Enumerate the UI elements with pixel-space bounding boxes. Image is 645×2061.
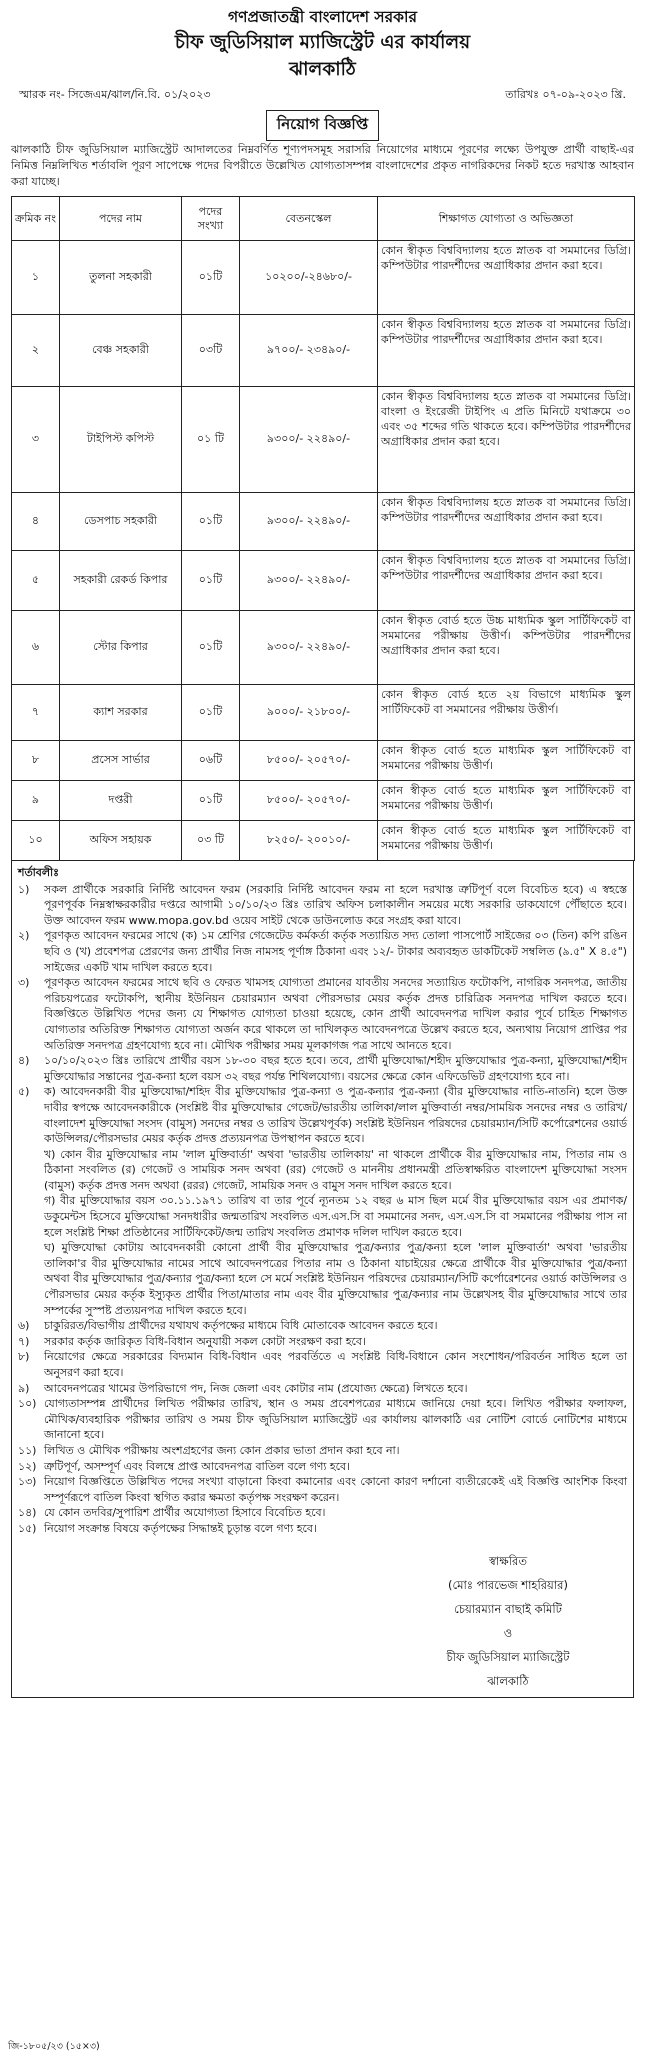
term-number xyxy=(18,1240,44,1318)
row-qualification: কোন স্বীকৃত বোর্ড হতে মাধ্যমিক স্কুল সার্টিফিকেট বা সমমানের পরীক্ষায় উত্তীর্ণ। xyxy=(378,821,635,861)
row-scale: ৯৩০০/- ২২৪৯০/- xyxy=(240,493,378,551)
row-post: টাইপিস্ট কপিস্ট xyxy=(60,387,182,493)
row-serial: ২ xyxy=(12,315,60,387)
row-post: ডেসপাচ সহকারী xyxy=(60,493,182,551)
row-post: সহকারী রেকর্ড কিপার xyxy=(60,551,182,611)
term-item xyxy=(18,1521,627,1537)
term-number xyxy=(18,1147,44,1194)
signatory-name: (মোঃ পারভেজ শাহরিয়ার) xyxy=(448,1577,568,1592)
recruitment-notice-page xyxy=(0,6,645,2061)
signature-block xyxy=(408,1549,608,1693)
term-text: সরকার কর্তৃক জারিকৃত বিধি-বিধান অনুযায়ী সকল কোটা সংরক্ষণ করা হবে। xyxy=(44,1334,366,1348)
term-number: ৩) xyxy=(18,976,30,990)
row-serial: ৭ xyxy=(12,685,60,741)
notice-title-wrap xyxy=(11,110,634,138)
row-serial: ৬ xyxy=(12,611,60,685)
term-number: ২) xyxy=(18,929,30,943)
row-scale: ৯৩০০/- ২২৪৯০/- xyxy=(240,387,378,493)
term-number: ৮) xyxy=(18,1350,30,1364)
row-count: ০১টি xyxy=(182,611,240,685)
term-text: আবেদনপত্রের খামের উপরিভাগে পদ, নিজ জেলা এবং কোটার নাম (প্রযোজ্য ক্ষেত্রে) লিখতে হবে। xyxy=(44,1381,468,1395)
term-item xyxy=(18,1147,627,1194)
row-serial: ১ xyxy=(12,241,60,315)
terms-section xyxy=(11,861,634,1698)
vacancy-table xyxy=(11,196,635,861)
table-row xyxy=(12,387,635,493)
term-item xyxy=(18,1334,627,1350)
term-item xyxy=(18,1318,627,1334)
term-item xyxy=(18,1474,627,1505)
term-text: চাকুরিরত/বিভাগীয় প্রার্থীদের যথাযথ কর্তৃপক্ষের মাধ্যমে বিধি মোতাবেক আবেদন করতে হবে। xyxy=(44,1319,438,1333)
row-serial: ৯ xyxy=(12,781,60,821)
row-scale: ১০২০০/-২৪৬৮০/- xyxy=(240,241,378,315)
term-text: সকল প্রার্থীকে সরকারি নির্দিষ্ট আবেদন ফরম (সরকারি নির্দিষ্ট আবেদন ফরম না হলে দরখাস্ত ত্রুটিপূর্ণ বলে বিবেচিত হবে) এ স্বহস্তে পূরণপূর্বক নিম্নস্বাক্ষরকারীর দপ্তরে আগামী ১০/১০/২৩ খ্রিঃ তারিখ অফিস চলাকালীন সময়ের মধ্যে সরকারি ডাকযোগে পৌঁছাতে হবে। উক্ত আবেদন ফরম www.mopa.gov.bd ওয়েব সাইট থেকে ডাউনলোড করে সংগ্রহ করা যাবে। xyxy=(44,882,627,927)
term-text: পূরণকৃত আবেদন ফরমের সাথে (ক) ১ম শ্রেণির গেজেটেড কর্মকর্তা কর্তৃক সত্যায়িত সদ্য তোলা পাসপোর্ট সাইজের ০৩ (তিন) কপি রঙিন ছবি ও (খ) প্রবেশপত্র প্রেরণের জন্য প্রার্থীর নিজ নামসহ পূর্ণাঙ্গ ঠিকানা এবং ১২/- টাকার অব্যবহৃত ডাকটিকেট সম্বলিত (৯.৫" X ৪.৫") সাইজের একটি খাম দাখিল করতে হবে। xyxy=(44,929,627,974)
signatory-place: ঝালকাঠি xyxy=(487,1673,529,1688)
header-qualification: শিক্ষাগত যোগ্যতা ও অভিজ্ঞতা xyxy=(378,197,635,241)
term-number xyxy=(18,1193,44,1240)
term-number: ৭) xyxy=(18,1334,30,1348)
term-number: ৫) xyxy=(18,1085,30,1099)
row-count: ০১টি xyxy=(182,781,240,821)
row-scale: ৮২৫০/- ২০০১০/- xyxy=(240,821,378,861)
row-serial: ৮ xyxy=(12,741,60,781)
term-number: ৪) xyxy=(18,1054,30,1068)
term-text: ঘ) মুক্তিযোদ্ধা কোটায় আবেদনকারী কোনো প্রার্থী বীর মুক্তিযোদ্ধার পুত্র/কন্যার পুত্র/কন্যা হলে 'লাল মুক্তিবার্তা' অথবা 'ভারতীয় তালিকা'র বীর মুক্তিযোদ্ধার নামের সাথে আবেদনপত্রের পিতার নাম ও ঠিকানা যাচাইয়ের ক্ষেত্রে প্রার্থীকে বীর মুক্তিযোদ্ধার পুত্র/কন্যা অথবা বীর মুক্তিযোদ্ধার পুত্র/কন্যার পুত্র/কন্যা হলে সে মর্মে সংশ্লিষ্ট ইউনিয়ন পরিষদের চেয়ারম্যান/সিটি কর্পোরেশনের ওয়ার্ড কাউন্সিলর ও পৌরসভার মেয়র কর্তৃক ইস্যুকৃত প্রার্থীর পিতা/মাতার নাম এবং বীর মুক্তিযোদ্ধার পুত্র/কন্যার নাম উল্লেখসহ বীর মুক্তিযোদ্ধার সাথে তার সম্পর্কের সুস্পষ্ট প্রত্যয়নপত্র দাখিল করতে হবে। xyxy=(44,1241,627,1317)
row-count: ০৬টি xyxy=(182,741,240,781)
term-text: ১০/১০/২০২৩ খ্রিঃ তারিখে প্রার্থীর বয়স ১৮-৩০ বছর হতে হবে। তবে, প্রার্থী মুক্তিযোদ্ধা/শহীদ মুক্তিযোদ্ধার পুত্র-কন্যা, মুক্তিযোদ্ধা/শহীদ মুক্তিযোদ্ধার সন্তানের পুত্র-কন্যা হলে বয়স ৩২ বছর পর্যন্ত শিথিলযোগ্য। বয়সের ক্ষেত্রে কোন এফিডেভিট গ্রহণযোগ্য হবে না। xyxy=(44,1054,627,1083)
row-qualification: কোন স্বীকৃত বোর্ড হতে মাধ্যমিক স্কুল সার্টিফিকেট বা সমমানের পরীক্ষায় উত্তীর্ণ। xyxy=(378,741,635,781)
term-item xyxy=(18,1505,627,1521)
term-number: ৯) xyxy=(18,1381,30,1395)
term-number: ১৪) xyxy=(18,1506,37,1520)
signed-label: স্বাক্ষরিত xyxy=(489,1553,527,1568)
signature-and: ও xyxy=(503,1625,513,1640)
table-row xyxy=(12,241,635,315)
table-row xyxy=(12,821,635,861)
term-item xyxy=(18,1193,627,1240)
term-item xyxy=(18,1349,627,1380)
row-post: বেঞ্চ সহকারী xyxy=(60,315,182,387)
row-qualification: কোন স্বীকৃত বিশ্ববিদ্যালয় হতে স্নাতক বা সমমানের ডিগ্রি। কম্পিউটার পারদর্শীদের অগ্রাধিকার প্রদান করা হবে। xyxy=(378,493,635,551)
table-row xyxy=(12,315,635,387)
row-post: তুলনা সহকারী xyxy=(60,241,182,315)
row-qualification: কোন স্বীকৃত বিশ্ববিদ্যালয় হতে স্নাতক বা সমমানের ডিগ্রি। বাংলা ও ইংরেজী টাইপিং এ প্রতি মিনিটে যথাক্রমে ৩০ এবং ৩৫ শব্দের গতি থাকতে হবে। কম্পিউটার পারদর্শীদের অগ্রাধিকার প্রদান করা হবে। xyxy=(378,387,635,493)
term-text: নিয়োগের ক্ষেত্রে সরকারের বিদ্যমান বিধি-বিধান এবং পরবর্তিতে এ সংশ্লিষ্ট বিধি-বিধানে কোন সংশোধন/পরিবর্তন সাধিত হলে তা অনুসরণ করা হবে। xyxy=(44,1350,627,1379)
signatory-role: চেয়ারম্যান বাছাই কমিটি xyxy=(454,1601,562,1616)
row-count: ০১টি xyxy=(182,241,240,315)
table-row xyxy=(12,551,635,611)
term-text: লিখিত ও মৌখিক পরীক্ষায় অংশগ্রহণের জন্য কোন প্রকার ভাতা প্রদান করা হবে না। xyxy=(44,1443,400,1457)
row-scale: ৯৭০০/- ২৩৪৯০/- xyxy=(240,315,378,387)
row-post: স্টোর কিপার xyxy=(60,611,182,685)
row-count: ০৩টি xyxy=(182,315,240,387)
row-qualification: কোন স্বীকৃত বোর্ড হতে ২য় বিভাগে মাধ্যমিক স্কুল সার্টিফিকেট বা সমমানের পরীক্ষায় উত্তীর্ণ। xyxy=(378,685,635,741)
term-number: ১২) xyxy=(18,1459,37,1473)
intro-paragraph: ঝালকাঠি চীফ জুডিসিয়াল ম্যাজিস্ট্রেট আদালতের নিম্নবর্ণিত শূণ্যপদসমূহ সরাসরি নিয়োগের মাধ্যমে পূরণের লক্ষ্যে উপযুক্ত প্রার্থী বাছাই-এর নিমিত্ত নিম্নলিখিত শর্তাবলি পূরণ সাপেক্ষে পদের বিপরীতে উল্লেখিত যোগ্যতাসম্পন্ন বাংলাদেশের প্রকৃত নাগরিকদের নিকট হতে দরখাস্ত আহবান করা যাচ্ছে। xyxy=(11,143,634,188)
term-item xyxy=(18,928,627,975)
header-post: পদের নাম xyxy=(60,197,182,241)
office-heading: চীফ জুডিসিয়াল ম্যাজিস্ট্রেট এর কার্যালয় xyxy=(174,32,471,53)
row-serial: ৫ xyxy=(12,551,60,611)
footer-code: জি-১৮০৫/২৩ (১৫×৩) xyxy=(8,2041,100,2052)
row-qualification: কোন স্বীকৃত বোর্ড হতে উচ্চ মাধ্যমিক স্কুল সার্টিফিকেট বা সমমানের পরীক্ষায় উত্তীর্ণ। কম্পিউটার পারদর্শীদের অগ্রাধিকার প্রদান করা হবে। xyxy=(378,611,635,685)
row-scale: ৯৩০০/- ২২৪৯০/- xyxy=(240,611,378,685)
notice-title: নিয়োগ বিজ্ঞপ্তি xyxy=(266,110,379,141)
term-item xyxy=(18,1381,627,1397)
row-count: ০১টি xyxy=(182,493,240,551)
term-item xyxy=(18,1396,627,1443)
row-serial: ৩ xyxy=(12,387,60,493)
header-serial: ক্রমিক নং xyxy=(12,197,60,241)
table-header-row xyxy=(12,197,635,241)
term-text: নিয়োগ সংক্রান্ত বিষয়ে কর্তৃপক্ষের সিদ্ধান্তই চূড়ান্ত বলে গণ্য হবে। xyxy=(44,1521,317,1535)
table-row xyxy=(12,685,635,741)
header-scale: বেতনস্কেল xyxy=(240,197,378,241)
header-count: পদের সংখ্যা xyxy=(182,197,240,241)
row-post: ক্যাশ সরকার xyxy=(60,685,182,741)
term-item xyxy=(18,1084,627,1146)
term-text: গ) বীর মুক্তিযোদ্ধার বয়স ৩০.১১.১৯৭১ তারিখ বা তার পূর্বে ন্যূনতম ১২ বছর ৬ মাস ছিল মর্মে বীর মুক্তিযোদ্ধার বয়স এর প্রমাণক/ডকুমেন্টস হিসেবে মুক্তিযোদ্ধা সনদধারীর জন্মতারিখ সংবলিত এস.এস.সি বা সমমানের সনদ, এস.এস.সি বা সমমানের পরীক্ষায় পাস না হলে সংশ্লিষ্ট শিক্ষা প্রতিষ্ঠানের সার্টিফিকেট/জন্ম তারিখ সংবলিত প্রমাণক দলিল দাখিল করতে হবে। xyxy=(44,1194,627,1239)
term-text: পূরণকৃত আবেদন ফরমের সাথে ছবি ও ফেরত খামসহ যোগ্যতা প্রমানের যাবতীয় সনদের সত্যায়িত ফটোকপি, নাগরিক সনদপত্র, জাতীয় পরিচয়পত্রের ফটোকপি, স্থানীয় ইউনিয়ন চেয়ারম্যান অথবা পৌরসভার মেয়র কর্তৃক প্রদত্ত চারিত্রিক সনদপত্র দাখিল করতে হবে। বিজ্ঞপ্তিতে উল্লিখিত পদের জন্য যে শিক্ষাগত যোগ্যতা চাওয়া হয়েছে, কোন প্রার্থী আবেদনপত্র দাখিল করার পূর্বে চাহিত শিক্ষাগত যোগ্যতার অতিরিক্ত শিক্ষাগত যোগ্যতা অর্জন করে থাকলে তা দাখিলকৃত আবেদনপত্রে উল্লেখ করতে হবে, অন্যথায় নিয়োগ প্রাপ্তির পর অতিরিক্ত সনদপত্র গ্রহণযোগ্য হবে না। মৌখিক পরীক্ষার সময় মূলকাগজ পত্র সাথে আনতে হবে। xyxy=(44,976,627,1052)
table-row xyxy=(12,741,635,781)
row-count: ০৩ টি xyxy=(182,821,240,861)
term-item xyxy=(18,882,627,929)
term-text: যোগ্যতাসম্পন্ন প্রার্থীদের লিখিত পরীক্ষার তারিখ, স্থান ও সময় প্রবেশপত্রের মাধ্যমে জানিয়ে দেয়া হবে। লিখিত পরীক্ষার ফলাফল, মৌখিক/ব্যবহারিক পরীক্ষার তারিখ ও সময় চীফ জুডিসিয়াল ম্যাজিস্ট্রেট এর কার্যালয় ঝালকাঠি এর নোটিশ বোর্ডে নোটিশের মাধ্যমে জানানো হবে। xyxy=(44,1397,627,1442)
government-heading: গণপ্রজাতন্ত্রী বাংলাদেশ সরকার xyxy=(227,8,418,26)
row-count: ০১টি xyxy=(182,685,240,741)
term-text: ক) আবেদনকারী বীর মুক্তিযোদ্ধা/শহিদ বীর মুক্তিযোদ্ধার পুত্র-কন্যা ও পুত্র-কন্যার পুত্র-কন্যা (বীর মুক্তিযোদ্ধার নাতি-নাতনি) হলে উক্ত দাবীর স্বপক্ষে আবেদনকারীকে (সংশ্লিষ্ট বীর মুক্তিযোদ্ধার গেজেট/ভারতীয় তালিকা/লাল মুক্তিবার্তা নম্বর/সাময়িক সনদের নম্বর ও তারিখ/বাংলাদেশ মুক্তিযোদ্ধা সংসদ (বামুস) সনদের নম্বর ও তারিখ উল্লেখপূর্বক) সংশ্লিষ্ট ইউনিয়ন পরিষদের চেয়ারম্যান/সিটি কর্পোরেশনের ওয়ার্ড কাউন্সিলর/পৌরসভার মেয়র কর্তৃক প্রদত্ত প্রত্যয়নপত্র উপস্থাপন করতে হবে। xyxy=(44,1085,627,1146)
row-scale: ৯৩০০/- ২২৪৯০/- xyxy=(240,551,378,611)
row-qualification: কোন স্বীকৃত বিশ্ববিদ্যালয় হতে স্নাতক বা সমমানের ডিগ্রি। কম্পিউটার পারদর্শীদের অগ্রাধিকার প্রদান করা হবে। xyxy=(378,551,635,611)
row-serial: ১০ xyxy=(12,821,60,861)
term-number: ১৫) xyxy=(18,1521,37,1535)
term-text: যে কোন তদবির/সুপারিশ প্রার্থীর অযোগ্যতা হিসাবে বিবেচিত হবে। xyxy=(44,1506,326,1520)
notice-date: তারিখঃ ০৭-০৯-২০২৩ খ্রি. xyxy=(505,87,626,101)
term-item xyxy=(18,1443,627,1459)
table-row xyxy=(12,611,635,685)
row-post: অফিস সহায়ক xyxy=(60,821,182,861)
row-count: ০১ টি xyxy=(182,387,240,493)
term-item xyxy=(18,975,627,1053)
row-qualification: কোন স্বীকৃত বিশ্ববিদ্যালয় হতে স্নাতক বা সমমানের ডিগ্রি। কম্পিউটার পারদর্শীদের অগ্রাধিকার প্রদান করা হবে। xyxy=(378,315,635,387)
table-row xyxy=(12,493,635,551)
row-scale: ৯০০০/- ২১৮০০/- xyxy=(240,685,378,741)
term-item xyxy=(18,1459,627,1475)
reference-row xyxy=(11,86,634,104)
row-serial: ৪ xyxy=(12,493,60,551)
term-item xyxy=(18,1053,627,1084)
term-text: নিয়োগ বিজ্ঞপ্তিতে উল্লিখিত পদের সংখ্যা বাড়ানো কিংবা কমানোর এবং কোনো কারণ দর্শানো ব্যতীরেকেই এই বিজ্ঞপ্তি আংশিক কিংবা সম্পূর্ণরূপে বাতিল কিংবা স্থগিত করার ক্ষমতা কর্তৃপক্ষ সংরক্ষণ করেন। xyxy=(44,1475,627,1504)
district-heading: ঝালকাঠি xyxy=(289,59,356,80)
row-qualification: কোন স্বীকৃত বোর্ড হতে মাধ্যমিক স্কুল সার্টিফিকেট বা সমমানের পরীক্ষায় উত্তীর্ণ। xyxy=(378,781,635,821)
signatory-office: চীফ জুডিসিয়াল ম্যাজিস্ট্রেট xyxy=(446,1649,570,1664)
row-post: দপ্তরী xyxy=(60,781,182,821)
row-count: ০১টি xyxy=(182,551,240,611)
term-item xyxy=(18,1240,627,1318)
term-text: খ) কোন বীর মুক্তিযোদ্ধার নাম 'লাল মুক্তিবার্তা' অথবা 'ভারতীয় তালিকায়' না থাকলে প্রার্থীকে বীর মুক্তিযোদ্ধার নাম, পিতার নাম ও ঠিকানা সংবলিত (র) গেজেট ও সাময়িক সনদ অথবা (রর) গেজেট ও মাননীয় প্রধানমন্ত্রী প্রতিস্বাক্ষরিত বাংলাদেশ মুক্তিযোদ্ধা সংসদ (বামুস) কর্তৃক প্রদত্ত সনদ অথবা (ররর) গেজেট, সাময়িক সনদ ও বামুস সনদ দাখিল করতে হবে। xyxy=(44,1147,627,1192)
term-number: ১১) xyxy=(18,1443,37,1457)
table-row xyxy=(12,781,635,821)
row-qualification: কোন স্বীকৃত বিশ্ববিদ্যালয় হতে স্নাতক বা সমমানের ডিগ্রি। কম্পিউটার পারদর্শীদের অগ্রাধিকার প্রদান করা হবে। xyxy=(378,241,635,315)
row-scale: ৮৫০০/- ২০৫৭০/- xyxy=(240,741,378,781)
row-scale: ৮৫০০/- ২০৫৭০/- xyxy=(240,781,378,821)
term-text: ত্রুটিপূর্ণ, অসম্পূর্ণ এবং বিলম্বে প্রাপ্ত আবেদনপত্র বাতিল বলে গণ্য হবে। xyxy=(44,1459,350,1473)
term-number: ১৩) xyxy=(18,1475,37,1489)
memo-number: স্মারক নং- সিজেএম/ঝাল/নি.বি. ০১/২০২৩ xyxy=(19,87,211,101)
term-number: ৬) xyxy=(18,1319,30,1333)
row-post: প্রসেস সার্ভার xyxy=(60,741,182,781)
term-number: ১০) xyxy=(18,1397,37,1411)
term-number: ১) xyxy=(18,882,30,896)
terms-title: শর্তাবলীঃ xyxy=(18,866,59,879)
